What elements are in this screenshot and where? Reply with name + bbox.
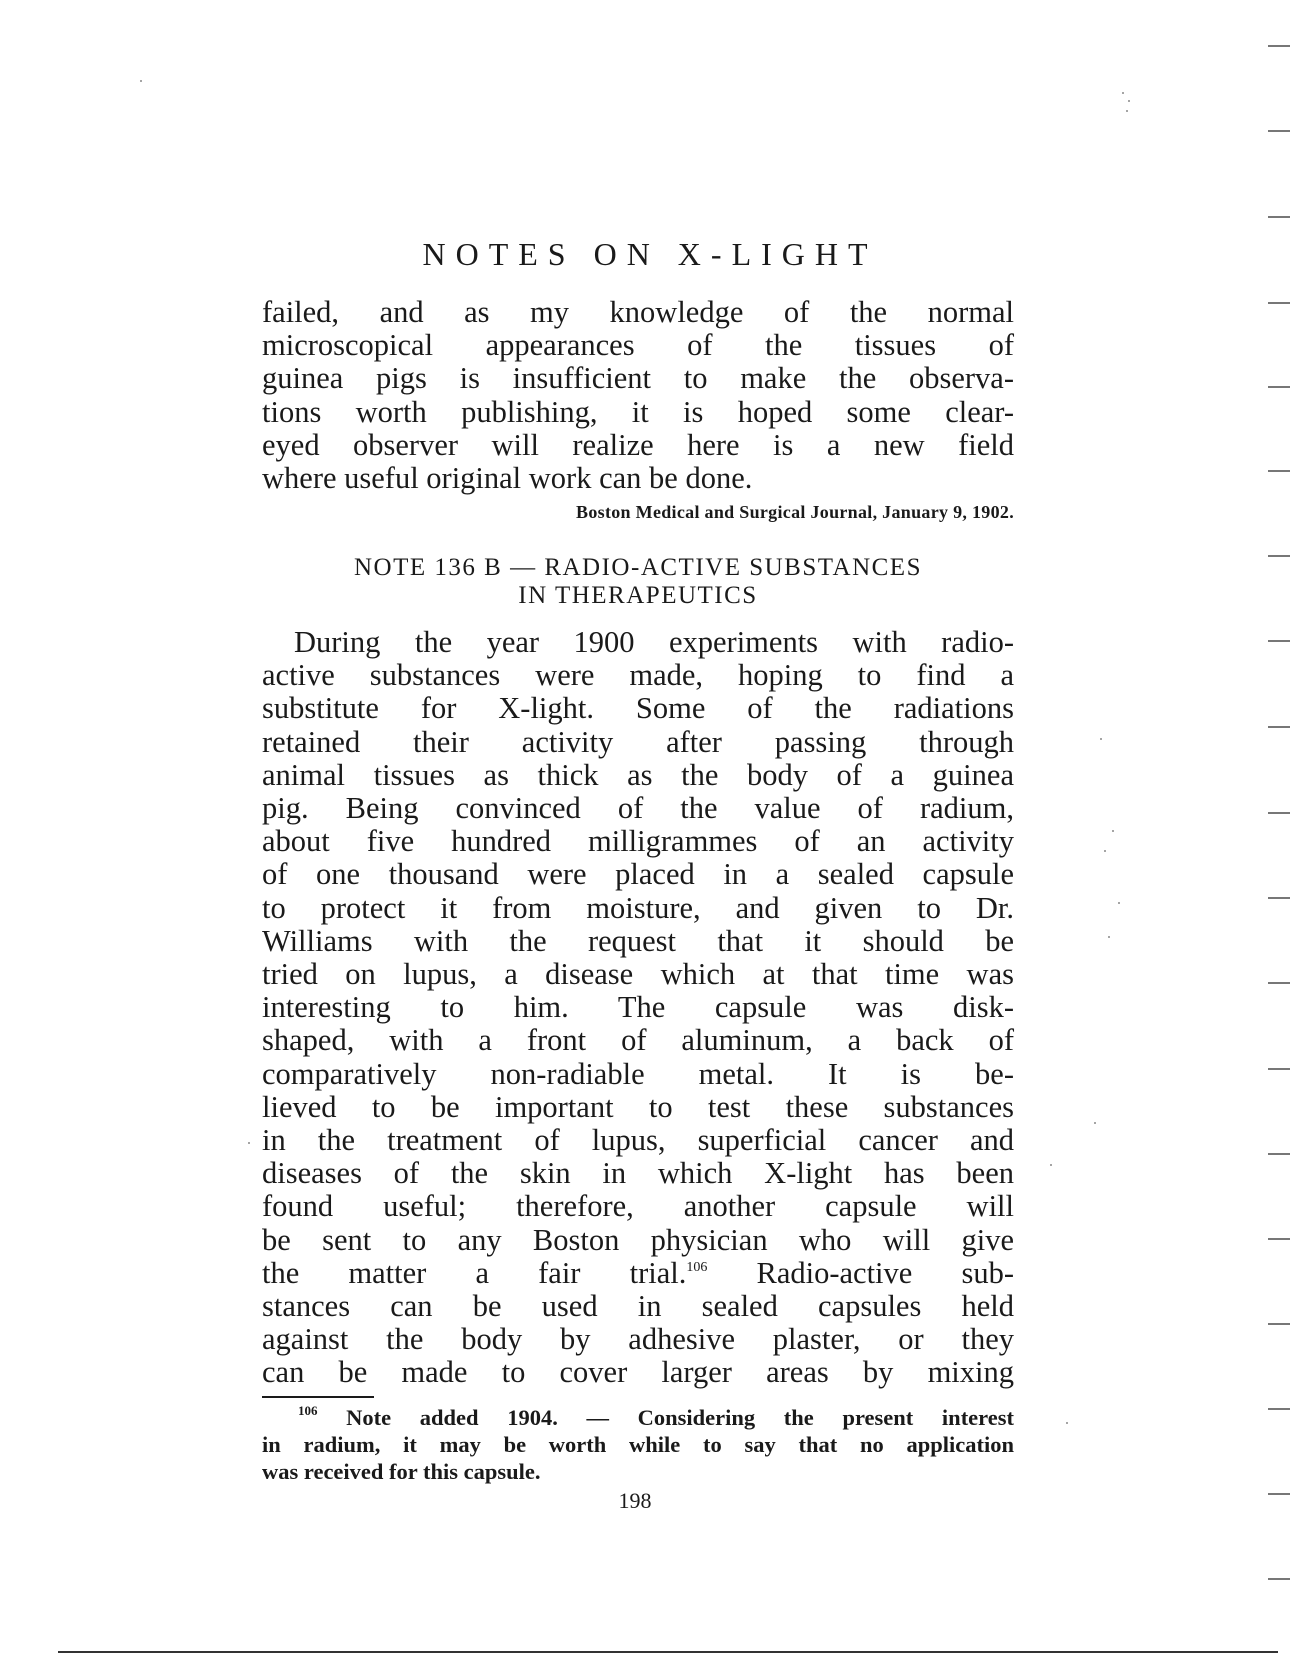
paragraph-note-body [262, 626, 1014, 1390]
scan-edge-mark [1268, 1578, 1290, 1580]
scan-speck [1100, 738, 1102, 740]
scan-edge-mark [1268, 897, 1290, 899]
scan-speck [1112, 830, 1114, 832]
scan-edge-mark [1268, 1493, 1290, 1495]
scan-speck [248, 1142, 250, 1144]
text-line: tions worth publishing, it is hoped some clear- [262, 394, 1014, 429]
footnote-line: was received for this capsule. [262, 1459, 541, 1484]
scan-speck [1108, 936, 1110, 938]
footnote-marker: 106 [298, 1403, 318, 1418]
footnote-line: in radium, it may be worth while to say that no application [262, 1432, 1014, 1457]
note-heading-line-1: NOTE 136 B — RADIO-ACTIVE SUBSTANCES [354, 554, 922, 581]
footnote-rule [262, 1396, 374, 1398]
paragraph-continued [262, 296, 1014, 495]
scan-edge-mark [1268, 470, 1290, 472]
note-heading [262, 554, 1014, 610]
scan-edge-mark [1268, 386, 1290, 388]
text-line: substitute for X-light. Some of the radiations [262, 691, 1014, 726]
text-line: lieved to be important to test these substances [262, 1089, 1014, 1124]
scan-speck [1050, 1164, 1052, 1166]
footnote-reference: 106 [686, 1259, 708, 1275]
text-line: be sent to any Boston physician who will give [262, 1222, 1014, 1257]
text-line: animal tissues as thick as the body of a guinea [262, 757, 1014, 792]
scan-speck [1094, 1122, 1096, 1124]
scan-edge-mark [1268, 726, 1290, 728]
scan-edge-mark [1268, 982, 1290, 984]
footnote [262, 1404, 1014, 1485]
text-line: found useful; therefore, another capsule will [262, 1189, 1014, 1224]
footnote-line [262, 1404, 1014, 1431]
text-line: pig. Being convinced of the value of radium, [262, 791, 1014, 826]
text-line: in the treatment of lupus, superficial cancer and [262, 1123, 1014, 1158]
scan-edge-mark [1268, 130, 1290, 132]
scan-edge-mark [1268, 302, 1290, 304]
scan-edge-mark [1268, 1238, 1290, 1240]
text-line: interesting to him. The capsule was disk- [262, 990, 1014, 1025]
scan-speck [1118, 902, 1120, 904]
scan-edge-mark [1268, 812, 1290, 814]
text-line: stances can be used in sealed capsules held [262, 1289, 1014, 1324]
scan-edge-mark [1268, 1153, 1290, 1155]
text-segment: the matter a fair trial. [262, 1255, 687, 1290]
text-line: Williams with the request that it should be [262, 923, 1014, 958]
scan-bottom-edge [58, 1651, 1278, 1653]
text-line: retained their activity after passing through [262, 724, 1014, 759]
scan-edge-mark [1268, 216, 1290, 218]
text-line: active substances were made, hoping to find a [262, 658, 1014, 693]
text-segment: Radio-active sub- [707, 1255, 1014, 1290]
scan-speck [1126, 110, 1128, 112]
text-line: tried on lupus, a disease which at that time was [262, 957, 1014, 992]
text-line: can be made to cover larger areas by mixing [262, 1355, 1014, 1390]
scan-speck [1128, 100, 1130, 102]
note-heading-line-2: IN THERAPEUTICS [518, 582, 758, 609]
text-line: of one thousand were placed in a sealed capsule [262, 857, 1014, 892]
running-head: NOTES ON X-LIGHT [422, 236, 878, 272]
scan-edge-mark [1268, 555, 1290, 557]
text-line: guinea pigs is insufficient to make the observa- [262, 361, 1014, 396]
scan-edge-mark [1268, 1068, 1290, 1070]
text-line: against the body by adhesive plaster, or they [262, 1322, 1014, 1357]
scan-edge-mark [1268, 45, 1290, 47]
text-line: During the year 1900 experiments with radio- [294, 625, 1014, 659]
scan-speck [1122, 92, 1124, 94]
text-line-with-footnote-ref [262, 1257, 1014, 1290]
text-line: comparatively non-radiable metal. It is be- [262, 1056, 1014, 1091]
scan-speck [1066, 1422, 1068, 1424]
text-line: microscopical appearances of the tissues of [262, 328, 1014, 363]
text-line: about five hundred milligrammes of an activity [262, 824, 1014, 859]
scan-speck [1104, 850, 1106, 852]
text-line: shaped, with a front of aluminum, a back of [262, 1023, 1014, 1058]
footnote-text: Note added 1904. — Considering the present interest [317, 1405, 1014, 1430]
scan-edge-mark [1268, 1408, 1290, 1410]
text-line: failed, and as my knowledge of the normal [262, 295, 1014, 329]
text-line: diseases of the skin in which X-light has been [262, 1156, 1014, 1191]
scan-edge-mark [1268, 1323, 1290, 1325]
text-line: eyed observer will realize here is a new field [262, 427, 1014, 462]
scan-edge-mark [1268, 640, 1290, 642]
text-line: to protect it from moisture, and given to Dr. [262, 890, 1014, 925]
source-citation: Boston Medical and Surgical Journal, January 9, 1902. [576, 502, 1014, 522]
text-line: where useful original work can be done. [262, 461, 753, 496]
page-number: 198 [618, 1488, 652, 1513]
scan-speck [140, 80, 142, 82]
